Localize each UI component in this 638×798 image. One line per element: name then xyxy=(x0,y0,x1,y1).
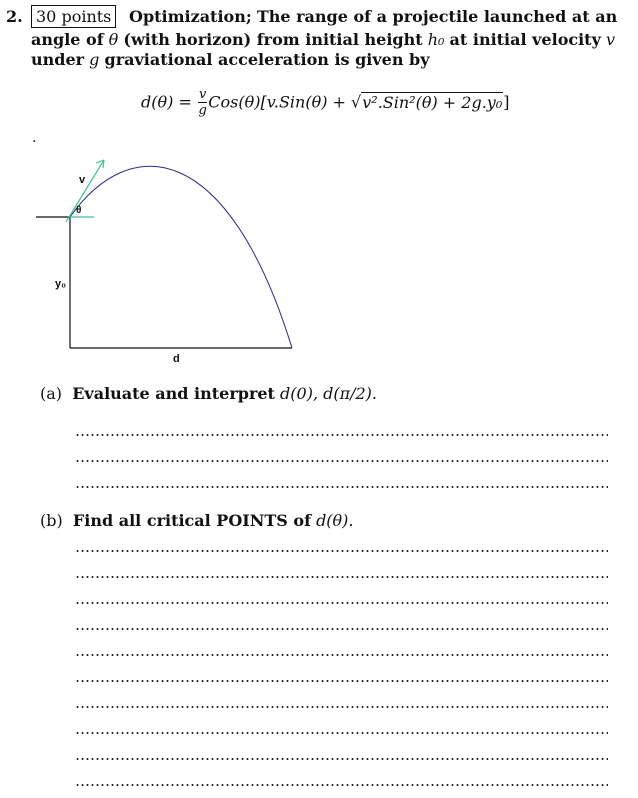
answer-line-b-8[interactable] xyxy=(75,732,608,734)
answer-line-b-10[interactable] xyxy=(75,784,608,786)
question-line-1-text: The range of a projectile launched at an xyxy=(256,7,618,26)
question-title: Optimization; xyxy=(129,7,252,26)
stray-dot: . xyxy=(32,130,37,146)
answer-line-a-2[interactable] xyxy=(75,460,608,462)
line2-a: angle of xyxy=(31,30,104,49)
part-b-label: (b) xyxy=(40,511,63,530)
v-symbol: v xyxy=(605,30,616,49)
fraction-denominator: g xyxy=(198,103,207,118)
theta-symbol: θ xyxy=(108,30,119,49)
question-line-2 xyxy=(31,30,616,50)
part-a-text: Evaluate and interpret xyxy=(72,384,275,403)
answer-line-a-1[interactable] xyxy=(75,434,608,436)
sqrt-sign: √ xyxy=(351,92,362,112)
question-number: 2. xyxy=(6,7,23,26)
label-theta: θ xyxy=(76,205,82,216)
label-y0: y₀ xyxy=(55,278,67,290)
question-line-1 xyxy=(129,7,618,27)
label-d: d xyxy=(173,353,180,365)
part-b-math: d(θ). xyxy=(316,511,354,530)
projectile-figure xyxy=(30,150,320,372)
part-b-prompt xyxy=(40,511,354,530)
points-box: 30 points xyxy=(31,5,116,28)
g-symbol: g xyxy=(89,50,100,69)
part-a-label: (a) xyxy=(40,384,63,403)
part-a-prompt xyxy=(40,384,377,403)
formula-close: ] xyxy=(503,92,510,112)
trajectory-curve xyxy=(70,166,292,348)
range-formula xyxy=(141,88,510,118)
answer-line-b-2[interactable] xyxy=(75,576,608,578)
line2-b: (with horizon) from initial height xyxy=(123,30,423,49)
answer-line-b-7[interactable] xyxy=(75,706,608,708)
answer-line-b-5[interactable] xyxy=(75,654,608,656)
h0-symbol: h₀ xyxy=(427,30,445,49)
line3-b: graviational acceleration is given by xyxy=(104,50,430,69)
part-b-text: Find all critical POINTS of xyxy=(72,511,311,530)
answer-line-b-9[interactable] xyxy=(75,758,608,760)
answer-line-b-6[interactable] xyxy=(75,680,608,682)
part-a-math: d(0), d(π/2). xyxy=(280,384,378,403)
answer-line-b-1[interactable] xyxy=(75,550,608,552)
label-v: v xyxy=(79,174,86,186)
answer-line-b-4[interactable] xyxy=(75,628,608,630)
answer-line-b-3[interactable] xyxy=(75,602,608,604)
answer-line-a-3[interactable] xyxy=(75,486,608,488)
line2-c: at initial velocity xyxy=(449,30,601,49)
fraction-numerator: v xyxy=(198,87,207,102)
question-line-3 xyxy=(31,50,430,70)
sqrt-body: v².Sin²(θ) + 2g.y₀ xyxy=(362,92,503,112)
formula-lhs: d(θ) = xyxy=(141,92,197,112)
line3-a: under xyxy=(31,50,85,69)
velocity-vector xyxy=(66,160,104,222)
formula-part-1: Cos(θ)[v.Sin(θ) + xyxy=(208,92,352,112)
formula-fraction xyxy=(198,88,207,118)
